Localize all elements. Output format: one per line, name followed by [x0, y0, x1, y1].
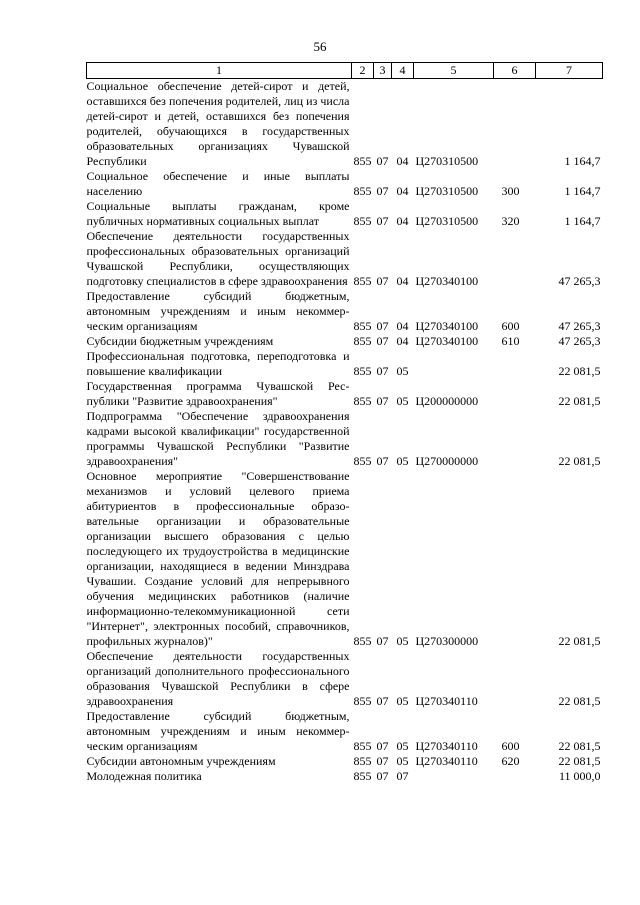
cell-ministry-code: 855 — [353, 319, 372, 333]
cell-subsection: 05 — [396, 739, 409, 753]
cell-subsection: 04 — [396, 214, 409, 228]
row-description: Предоставление субсидий бюджетным, автономным учреждениям и иным некоммерческим организациям — [86, 289, 350, 333]
cell-amount: 22 081,5 — [558, 739, 601, 753]
cell-amount: 47 265,3 — [558, 319, 601, 333]
cell-subsection: 04 — [396, 154, 409, 168]
cell-ministry-code: 855 — [353, 739, 372, 753]
cell-target-article: Ц270340100 — [415, 319, 479, 333]
table-row — [87, 649, 603, 709]
cell-subsection: 04 — [396, 319, 409, 333]
cell-subsection: 04 — [396, 274, 409, 288]
cell-expense-group — [494, 409, 536, 469]
cell-section: 07 — [376, 634, 389, 648]
row-description: Субсидии автономным учреждениям — [86, 754, 276, 768]
table-row — [87, 79, 603, 170]
cell-ministry-code: 855 — [353, 154, 372, 168]
table-row — [87, 334, 603, 349]
row-description: Социальное обеспечение детей-сирот и детей, оставшихся без попечения родителей, лиц из числа детей-сирот и детей, оставшихся без попечения родителей, обучающихся в государственных образовательных организациях Чувашской Республики — [86, 79, 350, 168]
cell-amount: 22 081,5 — [558, 454, 601, 468]
cell-ministry-code: 855 — [353, 754, 372, 768]
row-description: Обеспечение деятельности государственных организаций дополнительного профессионального образования Чувашской Республики в сфере здравоохранения — [86, 649, 350, 708]
cell-section: 07 — [376, 154, 389, 168]
row-description: Субсидии бюджетным учреждениям — [86, 334, 274, 348]
column-number: 4 — [392, 63, 414, 79]
column-number: 5 — [414, 63, 494, 79]
cell-expense-group — [494, 349, 536, 379]
cell-target-article: Ц270300000 — [415, 634, 479, 648]
cell-target-article: Ц270310500 — [415, 214, 479, 228]
cell-target-article: Ц270340110 — [415, 754, 478, 768]
cell-section: 07 — [376, 334, 389, 348]
table-row — [87, 709, 603, 754]
cell-amount: 22 081,5 — [558, 394, 601, 408]
table-row — [87, 169, 603, 199]
cell-expense-group — [494, 769, 536, 784]
cell-target-article: Ц270340110 — [415, 694, 478, 708]
cell-amount: 22 081,5 — [558, 694, 601, 708]
cell-expense-group — [494, 229, 536, 289]
cell-ministry-code: 855 — [353, 274, 372, 288]
column-number: 3 — [374, 63, 392, 79]
cell-amount: 22 081,5 — [558, 634, 601, 648]
cell-expense-group — [494, 649, 536, 709]
cell-expense-group: 610 — [501, 334, 520, 348]
cell-ministry-code: 855 — [353, 184, 372, 198]
cell-target-article: Ц270340100 — [415, 334, 479, 348]
cell-subsection: 04 — [396, 334, 409, 348]
cell-expense-group — [494, 469, 536, 649]
cell-section: 07 — [376, 364, 389, 378]
cell-subsection: 05 — [396, 694, 409, 708]
table-row — [87, 229, 603, 289]
cell-section: 07 — [376, 184, 389, 198]
table-row — [87, 199, 603, 229]
cell-subsection: 05 — [396, 364, 409, 378]
cell-amount: 47 265,3 — [558, 274, 601, 288]
cell-section: 07 — [376, 274, 389, 288]
cell-subsection: 05 — [396, 754, 409, 768]
cell-section: 07 — [376, 394, 389, 408]
row-description: Основное мероприятие "Совершенствование механизмов и условий целевого приема абитуриентов в профессиональные образовательные организации и образовательные организации высшего образования с целью последующего их трудоустройства в медицинские организации, находящиеся в ведении Минздрава Чувашии. Создание условий для непрерывного обучения медицинских работников (наличие информационно-телекоммуникационной сети "Интернет", электронных пособий, справочников, профильных журналов)" — [86, 469, 350, 648]
row-description: Подпрограмма "Обеспечение здравоохранения кадрами высокой квалификации" государственной программы Чувашской Республики "Развитие здравоохранения" — [86, 409, 350, 468]
cell-ministry-code: 855 — [353, 394, 372, 408]
cell-amount: 22 081,5 — [558, 754, 601, 768]
column-number-header — [87, 63, 603, 79]
cell-target-article — [414, 769, 494, 784]
cell-subsection: 05 — [396, 634, 409, 648]
cell-ministry-code: 855 — [353, 334, 372, 348]
cell-target-article: Ц270000000 — [415, 454, 479, 468]
column-number: 6 — [494, 63, 536, 79]
cell-target-article: Ц270310500 — [415, 184, 479, 198]
cell-subsection: 05 — [396, 454, 409, 468]
row-description: Профессиональная подготовка, переподготовка и повышение квалификации — [86, 349, 350, 378]
cell-amount: 22 081,5 — [558, 364, 601, 378]
cell-subsection: 05 — [396, 394, 409, 408]
cell-section: 07 — [376, 694, 389, 708]
cell-amount: 11 000,0 — [558, 769, 601, 783]
row-description: Обеспечение деятельности государственных профессиональных образовательных организаций Чувашской Республики, осуществляющих подготовку специалистов в сфере здравоохранения — [86, 229, 350, 288]
cell-ministry-code: 855 — [353, 694, 372, 708]
row-description: Социальное обеспечение и иные выплаты населению — [86, 169, 350, 198]
cell-expense-group: 300 — [501, 184, 520, 198]
cell-expense-group — [494, 79, 536, 170]
page-number: 56 — [313, 39, 327, 54]
column-number: 1 — [87, 63, 352, 79]
table-row — [87, 409, 603, 469]
cell-expense-group: 600 — [501, 739, 520, 753]
cell-section: 07 — [376, 769, 389, 783]
column-number: 2 — [352, 63, 374, 79]
cell-expense-group: 620 — [501, 754, 520, 768]
cell-target-article — [414, 349, 494, 379]
cell-section: 07 — [376, 214, 389, 228]
cell-amount: 1 164,7 — [564, 154, 601, 168]
cell-section: 07 — [376, 739, 389, 753]
cell-section: 07 — [376, 454, 389, 468]
table-row — [87, 289, 603, 334]
table-row — [87, 769, 603, 784]
row-description: Предоставление субсидий бюджетным, автономным учреждениям и иным некоммерческим организациям — [86, 709, 350, 753]
cell-ministry-code: 855 — [353, 214, 372, 228]
table-row — [87, 349, 603, 379]
cell-target-article: Ц200000000 — [415, 394, 479, 408]
row-description: Молодежная политика — [86, 769, 202, 783]
table-row — [87, 469, 603, 649]
table-row — [87, 754, 603, 769]
cell-section: 07 — [376, 754, 389, 768]
cell-target-article: Ц270340100 — [415, 274, 479, 288]
cell-subsection: 04 — [396, 184, 409, 198]
cell-expense-group: 320 — [501, 214, 520, 228]
cell-target-article: Ц270340110 — [415, 739, 478, 753]
budget-table — [86, 62, 603, 784]
cell-ministry-code: 855 — [353, 364, 372, 378]
cell-ministry-code: 855 — [353, 769, 372, 783]
cell-subsection: 07 — [396, 769, 409, 783]
column-number: 7 — [536, 63, 603, 79]
cell-expense-group — [494, 379, 536, 409]
row-description: Государственная программа Чувашской Республики "Развитие здравоохранения" — [86, 379, 350, 408]
cell-ministry-code: 855 — [353, 634, 372, 648]
cell-ministry-code: 855 — [353, 454, 372, 468]
cell-target-article: Ц270310500 — [415, 154, 479, 168]
cell-amount: 1 164,7 — [564, 214, 601, 228]
cell-expense-group: 600 — [501, 319, 520, 333]
table-row — [87, 379, 603, 409]
row-description: Социальные выплаты гражданам, кроме публичных нормативных социальных выплат — [86, 199, 350, 228]
cell-amount: 1 164,7 — [564, 184, 601, 198]
cell-amount: 47 265,3 — [558, 334, 601, 348]
cell-section: 07 — [376, 319, 389, 333]
